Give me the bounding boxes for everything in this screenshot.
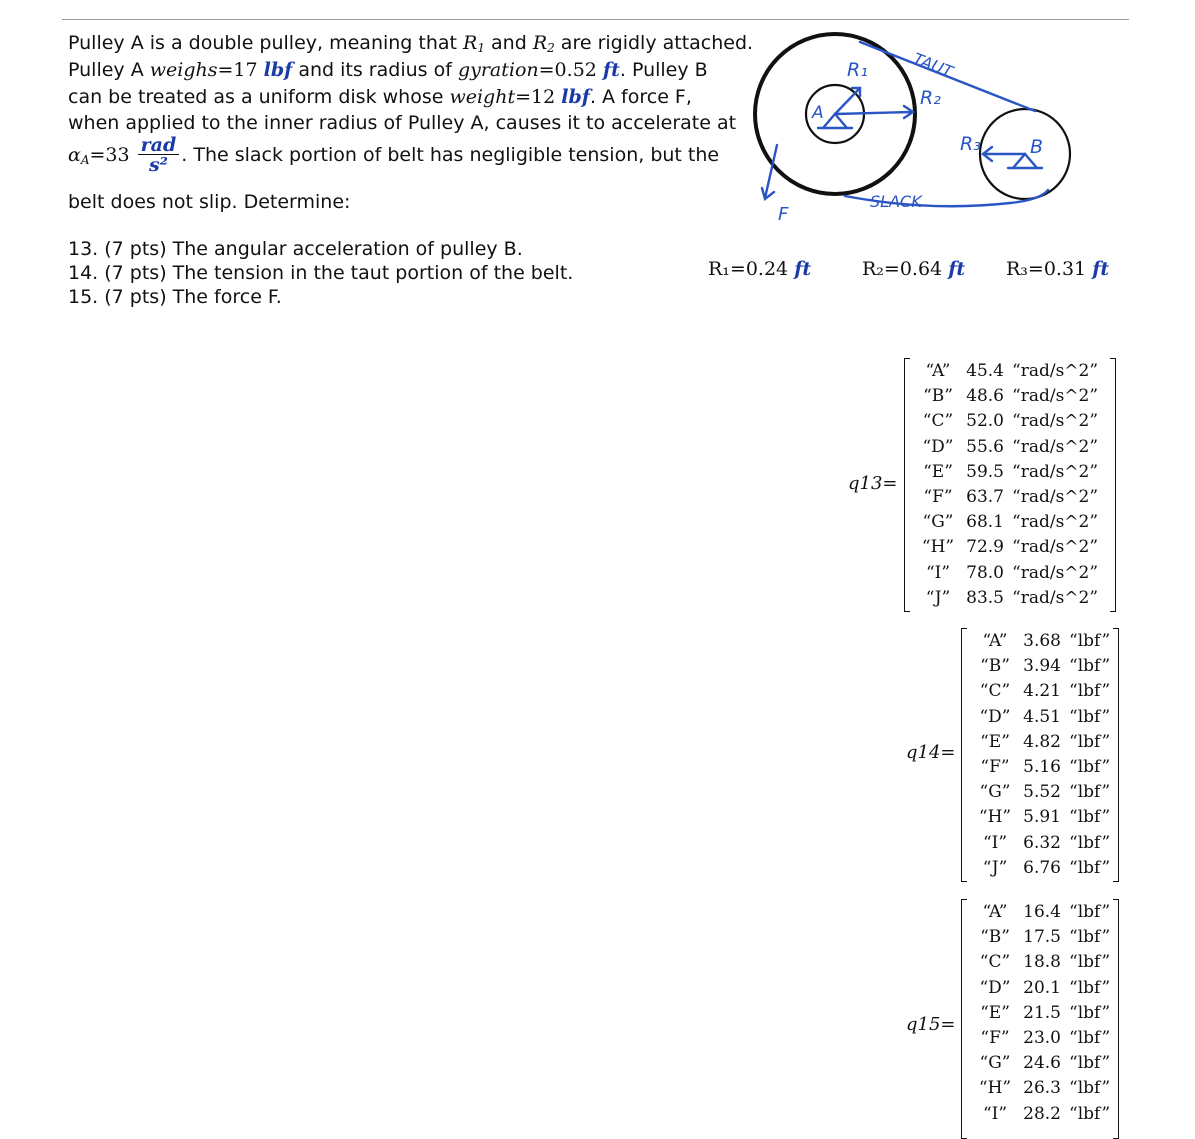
option-letter: “F”: [980, 756, 1010, 777]
option-letter: “E”: [980, 731, 1010, 752]
option-value: 5.52: [1023, 782, 1061, 803]
alpha-symbol: $\alpha_A$: [68, 144, 90, 167]
option-value: 5.91: [1023, 807, 1061, 828]
weight-value: =12: [515, 86, 556, 108]
option-unit: “lbf”: [1069, 1078, 1111, 1099]
q13-option-row: [916, 561, 1108, 586]
q15-option-row: [973, 1076, 1111, 1101]
q15-option-row: [973, 1001, 1111, 1026]
option-unit: “lbf”: [1069, 1053, 1111, 1074]
q15-option-row: [973, 900, 1111, 925]
option-value: 4.21: [1023, 681, 1061, 702]
q14-option-row: [973, 705, 1111, 730]
q13-option-row: [916, 359, 1108, 384]
option-letter: “J”: [982, 857, 1008, 878]
option-value: 55.6: [966, 436, 1004, 457]
option-value: 16.4: [1023, 902, 1061, 922]
q13-option-row: [916, 384, 1108, 409]
option-value: 3.68: [1023, 631, 1061, 651]
weighs-value: =17: [217, 59, 258, 81]
option-value: 5.16: [1023, 756, 1061, 777]
option-unit: “lbf”: [1069, 731, 1111, 752]
label-taut: TAUT: [910, 48, 956, 82]
label-r1: R₁: [847, 59, 868, 81]
q13-option-row: [916, 535, 1108, 560]
option-letter: “D”: [979, 706, 1011, 727]
option-unit: “lbf”: [1069, 656, 1111, 677]
q14-option-row: [973, 755, 1111, 780]
option-letter: “I”: [982, 832, 1008, 853]
option-value: 83.5: [966, 587, 1004, 608]
option-letter: “F”: [923, 486, 953, 507]
option-value: 21.5: [1023, 1002, 1061, 1023]
text: Pulley A: [68, 59, 150, 81]
q14-matrix: [961, 628, 1119, 882]
text: and: [484, 32, 533, 54]
option-letter: “E”: [923, 461, 953, 482]
q14-option-row: [973, 856, 1111, 881]
text: and its radius of: [292, 59, 458, 81]
option-unit: “lbf”: [1069, 631, 1111, 651]
label-a: A: [812, 103, 824, 123]
gyration-expr: gyration: [457, 59, 539, 81]
option-unit: “lbf”: [1069, 1002, 1111, 1023]
q14-option-row: [973, 679, 1111, 704]
q14-option-row: [973, 629, 1111, 654]
option-value: 24.6: [1023, 1053, 1061, 1074]
option-unit: “rad/s^2”: [1012, 562, 1099, 583]
option-letter: “C”: [922, 411, 954, 432]
question-14: 14. (7 pts) The tension in the taut portion of the belt.: [68, 262, 574, 284]
r1-value: R₁=0.24 ft: [708, 258, 812, 280]
option-unit: “lbf”: [1069, 977, 1111, 998]
gyration-value: =0.52: [538, 59, 597, 81]
option-value: 45.4: [966, 361, 1004, 381]
q15-option-row: [973, 1051, 1111, 1076]
q14-option-row: [973, 831, 1111, 856]
option-value: 17.5: [1023, 927, 1061, 948]
pivot-a: [823, 114, 847, 128]
option-unit: “lbf”: [1069, 1103, 1111, 1124]
q13-option-row: [916, 510, 1108, 535]
option-letter: “C”: [979, 952, 1011, 973]
option-letter: “H”: [978, 1078, 1012, 1099]
option-value: 3.94: [1023, 656, 1061, 677]
option-unit: “rad/s^2”: [1012, 461, 1099, 482]
text: . A force F,: [589, 86, 692, 108]
label-r2: R₂: [920, 87, 941, 109]
option-letter: “B”: [980, 656, 1010, 677]
option-unit: “lbf”: [1069, 681, 1111, 702]
option-unit: “lbf”: [1069, 832, 1111, 853]
option-unit: “rad/s^2”: [1012, 361, 1099, 381]
option-letter: “B”: [923, 386, 953, 407]
option-unit: “lbf”: [1069, 1027, 1111, 1048]
option-unit: “lbf”: [1069, 857, 1111, 878]
label-r3: R₃: [960, 133, 981, 155]
unit-lbf: lbf: [561, 86, 590, 108]
q13-option-row: [916, 435, 1108, 460]
option-letter: “J”: [925, 587, 951, 608]
label-force: F: [778, 204, 789, 225]
option-letter: “C”: [979, 681, 1011, 702]
q13-label: q13=: [848, 473, 898, 494]
option-letter: “F”: [980, 1027, 1010, 1048]
q13-option-row: [916, 586, 1108, 611]
text: . Pulley B: [619, 59, 708, 81]
option-letter: “B”: [980, 927, 1010, 948]
text: . The slack portion of belt has negligible tension, but the: [181, 144, 720, 166]
text: are rigidly attached.: [554, 32, 754, 54]
option-unit: “rad/s^2”: [1012, 486, 1099, 507]
option-letter: “G”: [979, 1053, 1011, 1074]
option-letter: “D”: [979, 977, 1011, 998]
r2-symbol: $R_2$: [532, 32, 555, 55]
problem-line-6: belt does not slip. Determine:: [68, 191, 351, 213]
q15-option-row: [973, 1102, 1111, 1127]
alpha-value: =33: [89, 144, 130, 166]
option-unit: “lbf”: [1069, 756, 1111, 777]
option-value: 28.2: [1023, 1103, 1061, 1124]
option-unit: “lbf”: [1069, 782, 1111, 803]
option-letter: “I”: [982, 1103, 1008, 1124]
option-value: 6.32: [1023, 832, 1061, 853]
q14-option-row: [973, 654, 1111, 679]
option-unit: “lbf”: [1069, 807, 1111, 828]
q13-option-row: [916, 409, 1108, 434]
option-letter: “A”: [982, 902, 1008, 922]
option-unit: “rad/s^2”: [1012, 386, 1099, 407]
option-value: 59.5: [966, 461, 1004, 482]
q14-option-row: [973, 730, 1111, 755]
option-value: 4.51: [1023, 706, 1061, 727]
option-value: 23.0: [1023, 1027, 1061, 1048]
r2-value: R₂=0.64 ft: [862, 258, 966, 280]
weighs-expr: weighs: [149, 59, 218, 81]
option-value: 26.3: [1023, 1078, 1061, 1099]
r2-arrow: [835, 112, 912, 114]
weight-expr: weight: [449, 86, 516, 108]
q13-matrix: [904, 358, 1116, 612]
q15-option-row: [973, 950, 1111, 975]
q15-label: q15=: [906, 1014, 956, 1035]
option-unit: “lbf”: [1069, 952, 1111, 973]
option-unit: “lbf”: [1069, 927, 1111, 948]
q13-option-row: [916, 485, 1108, 510]
option-letter: “A”: [925, 361, 951, 381]
option-value: 4.82: [1023, 731, 1061, 752]
q13-option-row: [916, 460, 1108, 485]
question-15: 15. (7 pts) The force F.: [68, 286, 282, 308]
option-letter: “E”: [980, 1002, 1010, 1023]
option-value: 63.7: [966, 486, 1004, 507]
q15-option-row: [973, 1026, 1111, 1051]
option-value: 20.1: [1023, 977, 1061, 998]
r1-arrow: [835, 88, 860, 114]
option-letter: “G”: [922, 512, 954, 533]
label-b: B: [1030, 136, 1044, 158]
option-value: 68.1: [966, 512, 1004, 533]
question-13: 13. (7 pts) The angular acceleration of pulley B.: [68, 238, 523, 260]
q15-option-row: [973, 925, 1111, 950]
option-unit: “lbf”: [1069, 902, 1111, 922]
option-value: 18.8: [1023, 952, 1061, 973]
q15-matrix: [961, 899, 1119, 1139]
option-letter: “D”: [922, 436, 954, 457]
pulley-diagram: [0, 0, 1195, 230]
r3-value: R₃=0.31 ft: [1006, 258, 1110, 280]
option-letter: “I”: [925, 562, 951, 583]
option-unit: “rad/s^2”: [1012, 537, 1099, 558]
q14-option-row: [973, 805, 1111, 830]
q15-option-row: [973, 976, 1111, 1001]
option-value: 6.76: [1023, 857, 1061, 878]
option-value: 52.0: [966, 411, 1004, 432]
alpha-unit-fraction: $\frac{\text{rad}}{\text{s²}}$: [138, 136, 180, 175]
text: can be treated as a uniform disk whose: [68, 86, 450, 108]
option-letter: “A”: [982, 631, 1008, 651]
option-letter: “H”: [978, 807, 1012, 828]
option-unit: “rad/s^2”: [1012, 587, 1099, 608]
option-value: 48.6: [966, 386, 1004, 407]
option-value: 72.9: [966, 537, 1004, 558]
text: Pulley A is a double pulley, meaning that: [68, 32, 464, 54]
problem-line-4: when applied to the inner radius of Pulley A, causes it to accelerate at: [68, 112, 737, 134]
q14-label: q14=: [906, 742, 956, 763]
option-value: 78.0: [966, 562, 1004, 583]
option-unit: “lbf”: [1069, 706, 1111, 727]
unit-lbf: lbf: [263, 59, 293, 81]
option-unit: “rad/s^2”: [1012, 436, 1099, 457]
unit-ft: ft: [602, 59, 620, 81]
q14-option-row: [973, 780, 1111, 805]
option-letter: “H”: [921, 537, 955, 558]
label-slack: SLACK: [870, 192, 922, 211]
option-unit: “rad/s^2”: [1012, 512, 1099, 533]
r1-symbol: $R_1$: [463, 32, 485, 55]
option-letter: “G”: [979, 782, 1011, 803]
option-unit: “rad/s^2”: [1012, 411, 1099, 432]
